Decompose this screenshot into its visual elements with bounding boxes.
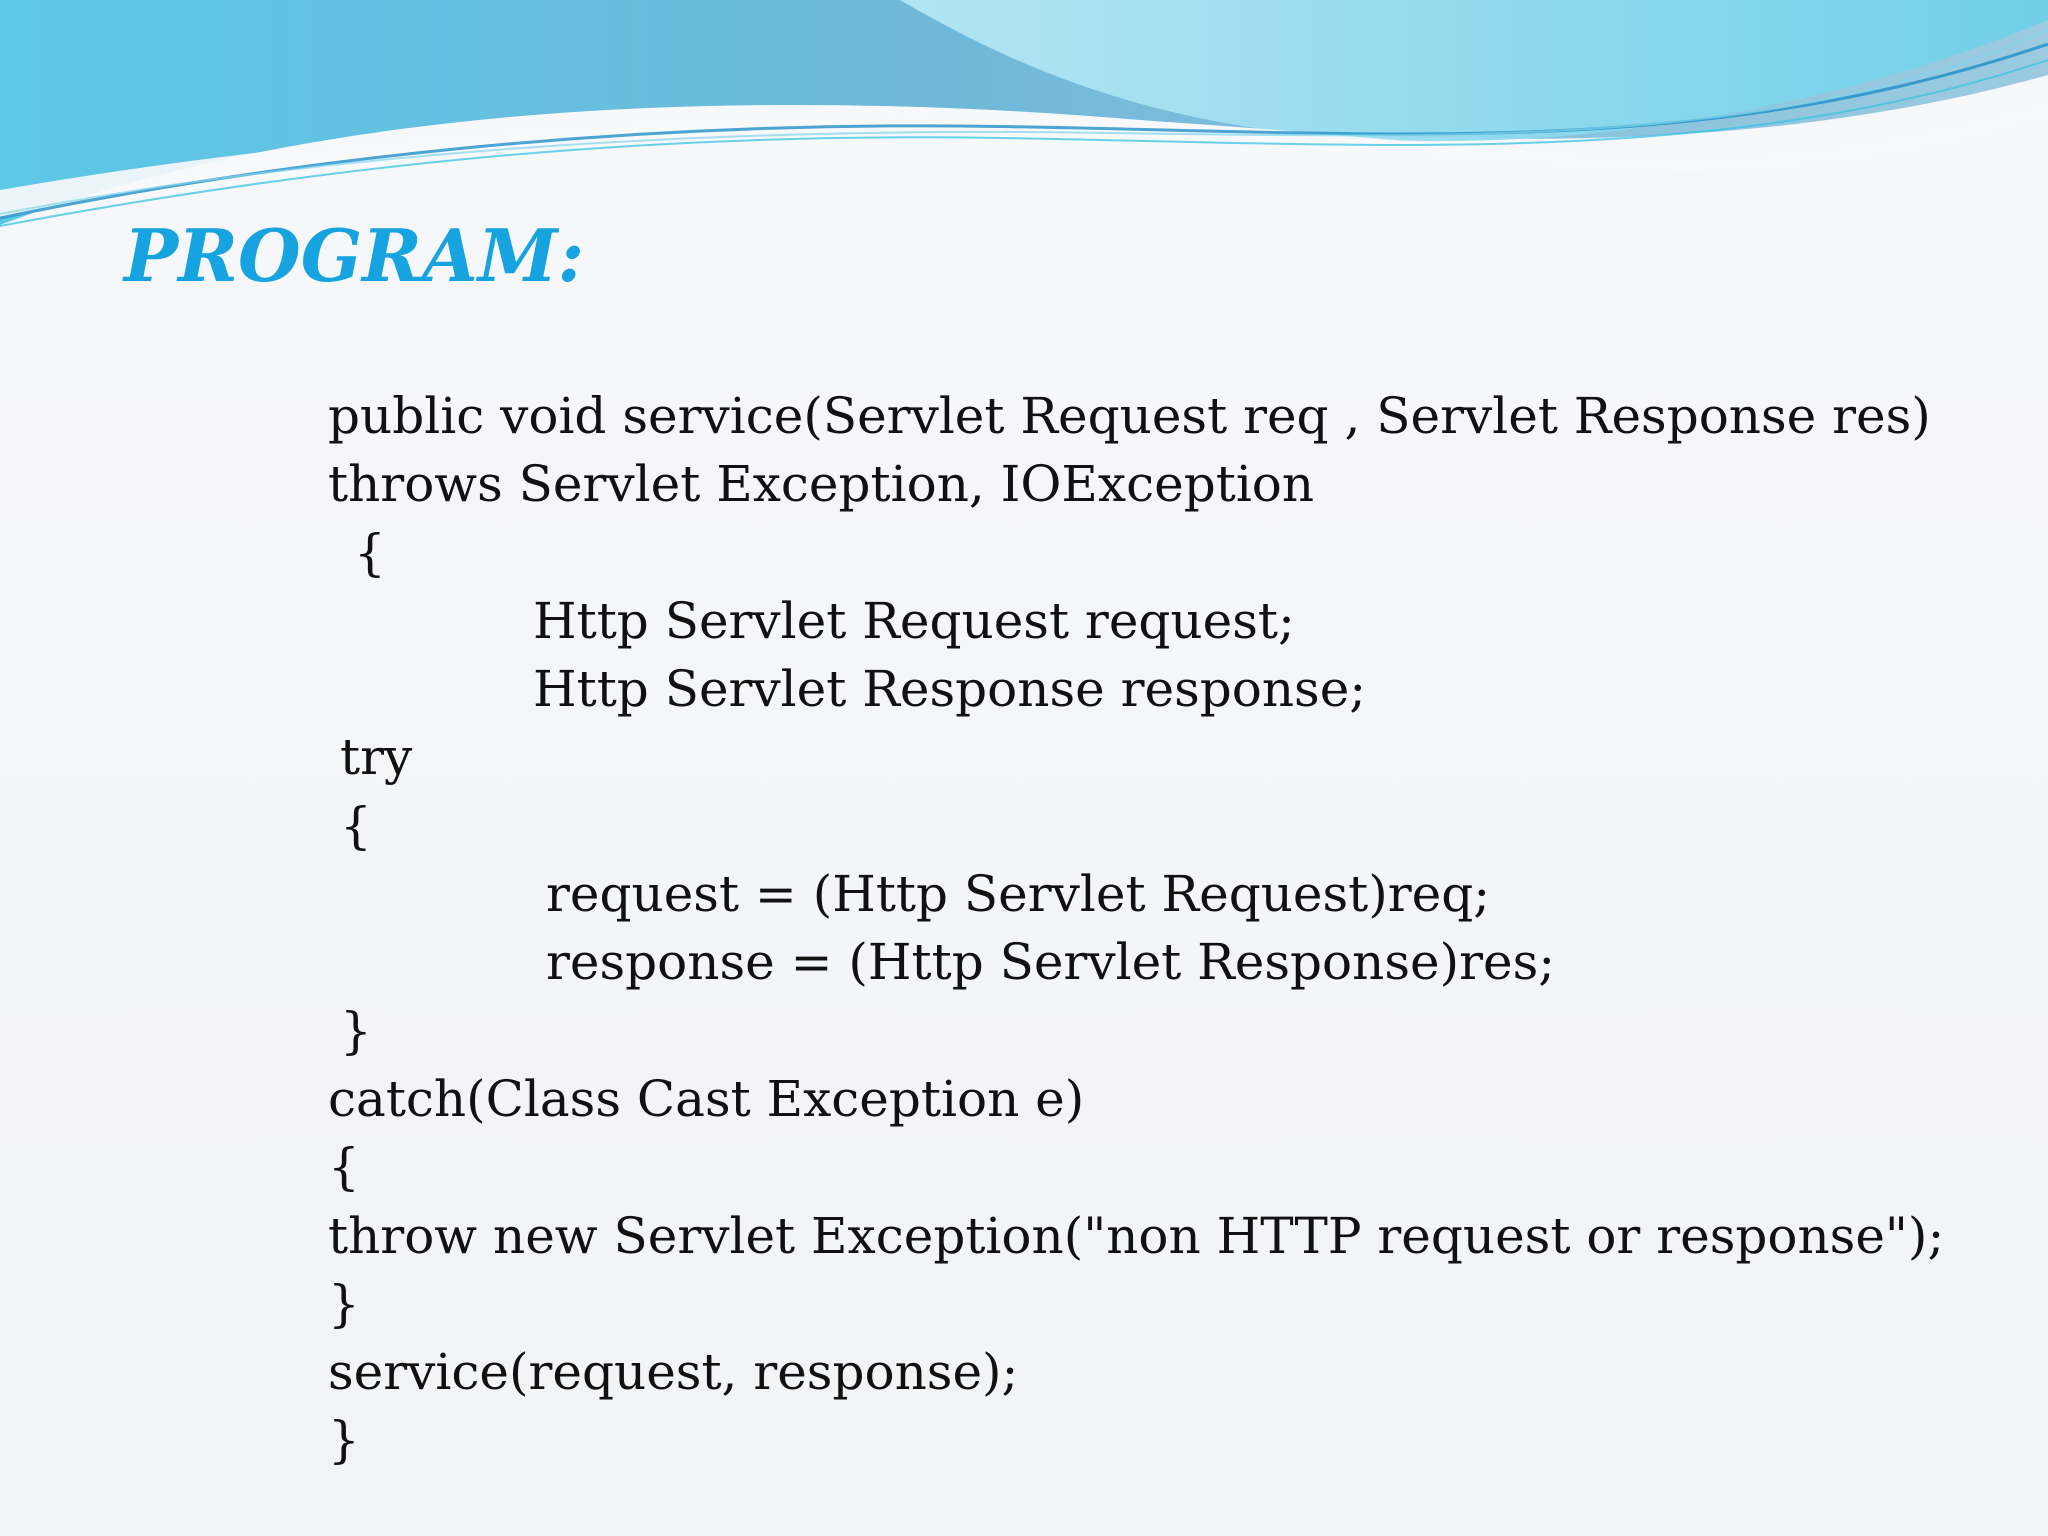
code-line: try xyxy=(340,728,413,787)
code-line: Http Servlet Response response; xyxy=(533,660,1367,719)
code-line: { xyxy=(340,796,372,855)
code-line: Http Servlet Request request; xyxy=(533,591,1295,650)
wave-header-decoration xyxy=(0,0,2048,240)
code-line: service(request, response); xyxy=(328,1343,1019,1402)
code-line: throw new Servlet Exception("non HTTP request or response"); xyxy=(328,1206,1945,1265)
code-line: request = (Http Servlet Request)req; xyxy=(546,865,1491,924)
code-line: public void service(Servlet Request req , Servlet Response res) xyxy=(328,387,1931,445)
code-line: } xyxy=(328,1411,360,1470)
code-block xyxy=(328,382,1945,1475)
slide-title: PROGRAM: xyxy=(124,213,585,298)
code-line: } xyxy=(328,1274,360,1333)
code-line: { xyxy=(354,523,386,582)
code-line: } xyxy=(340,1001,372,1060)
code-line: { xyxy=(328,1138,360,1197)
code-line: throws Servlet Exception, IOException xyxy=(328,455,1315,514)
code-line: catch(Class Cast Exception e) xyxy=(328,1069,1085,1128)
code-line: response = (Http Servlet Response)res; xyxy=(546,933,1556,992)
